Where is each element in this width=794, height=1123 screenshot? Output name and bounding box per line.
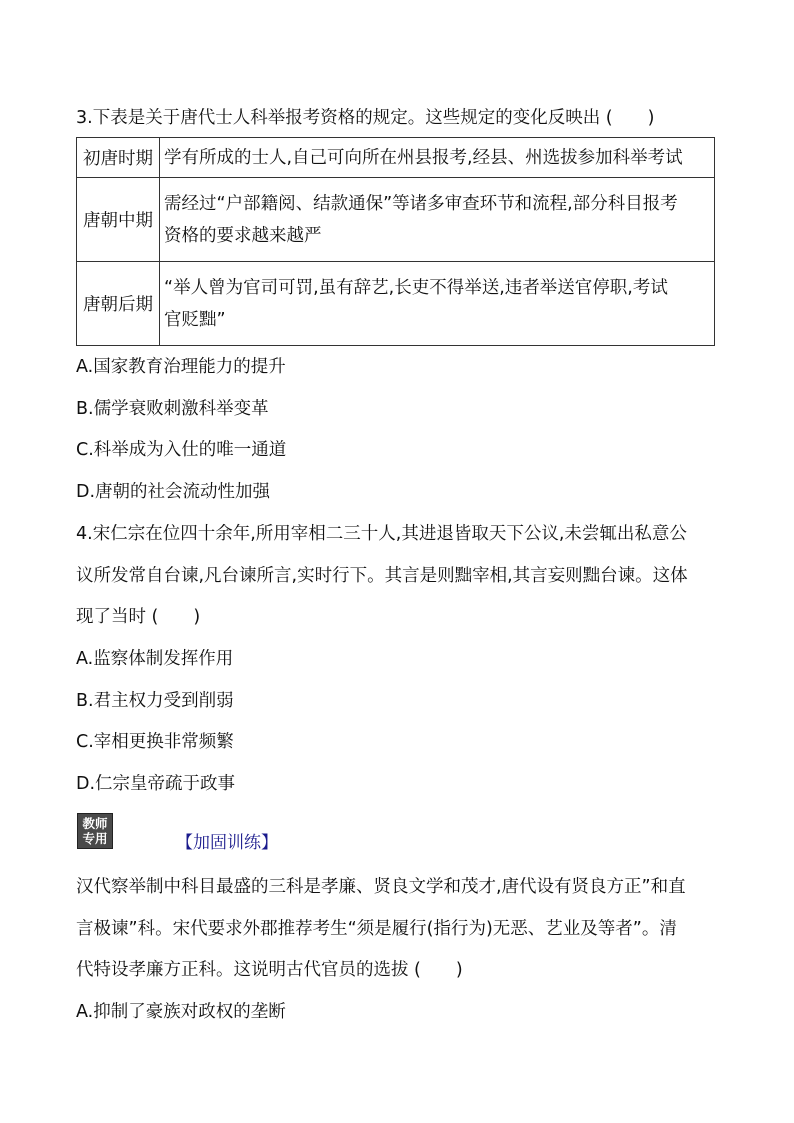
badge-line: 教师 — [82, 816, 108, 831]
period-cell: 唐朝后期 — [77, 262, 160, 346]
teacher-only-badge — [77, 813, 113, 849]
rule-cell — [160, 138, 715, 178]
q4-stem-line: 现了当时 ( ) — [76, 607, 201, 627]
q3-option-c: C.科举成为入仕的唯一通道 — [76, 440, 287, 460]
period-cell: 初唐时期 — [77, 138, 160, 178]
q3-stem: 3.下表是关于唐代士人科举报考资格的规定。这些规定的变化反映出 ( ) — [76, 108, 655, 128]
rule-text: 资格的要求越来越严 — [164, 225, 322, 246]
extra-stem-line: 汉代察举制中科目最盛的三科是孝廉、贤良文学和茂才,唐代设有贤良方正”和直 — [76, 877, 686, 897]
table-row — [77, 262, 715, 346]
q4-stem-line: 4.宋仁宗在位四十余年,所用宰相二三十人,其进退皆取天下公议,未尝辄出私意公 — [76, 524, 687, 544]
q4-option-c: C.宰相更换非常频繁 — [76, 732, 234, 752]
rule-text: 学有所成的士人,自己可向所在州县报考,经县、州选拔参加科举考试 — [164, 147, 683, 168]
rule-cell — [160, 262, 715, 346]
extra-stem-line: 代特设孝廉方正科。这说明古代官员的选拔 ( ) — [76, 960, 463, 980]
q3-option-b: B.儒学衰败刺激科举变革 — [76, 399, 269, 419]
rule-cell — [160, 178, 715, 262]
rule-text: “举人曾为官司可罚,虽有辞艺,长吏不得举送,违者举送官停职,考试 — [164, 277, 668, 298]
qualification-table — [76, 137, 715, 346]
extra-option-a: A.抑制了豪族对政权的垄断 — [76, 1002, 286, 1022]
q4-option-a: A.监察体制发挥作用 — [76, 649, 234, 669]
q4-stem-line: 议所发常自台谏,凡台谏所言,实时行下。其言是则黜宰相,其言妄则黜台谏。这体 — [76, 566, 688, 586]
q3-option-d: D.唐朝的社会流动性加强 — [76, 482, 271, 502]
q4-option-b: B.君主权力受到削弱 — [76, 691, 234, 711]
q3-option-a: A.国家教育治理能力的提升 — [76, 357, 286, 377]
extra-stem-line: 言极谏”科。宋代要求外郡推荐考生“须是履行(指行为)无恶、艺业及等者”。清 — [76, 919, 677, 939]
q4-option-d: D.仁宗皇帝疏于政事 — [76, 774, 236, 794]
table-row — [77, 178, 715, 262]
period-cell: 唐朝中期 — [77, 178, 160, 262]
badge-line: 专用 — [82, 831, 108, 846]
section-title: 【加固训练】 — [176, 833, 278, 853]
table-row — [77, 138, 715, 178]
rule-text: 需经过“户部籍阅、结款通保”等诸多审查环节和流程,部分科目报考 — [164, 193, 678, 214]
rule-text: 官贬黜” — [164, 309, 226, 330]
